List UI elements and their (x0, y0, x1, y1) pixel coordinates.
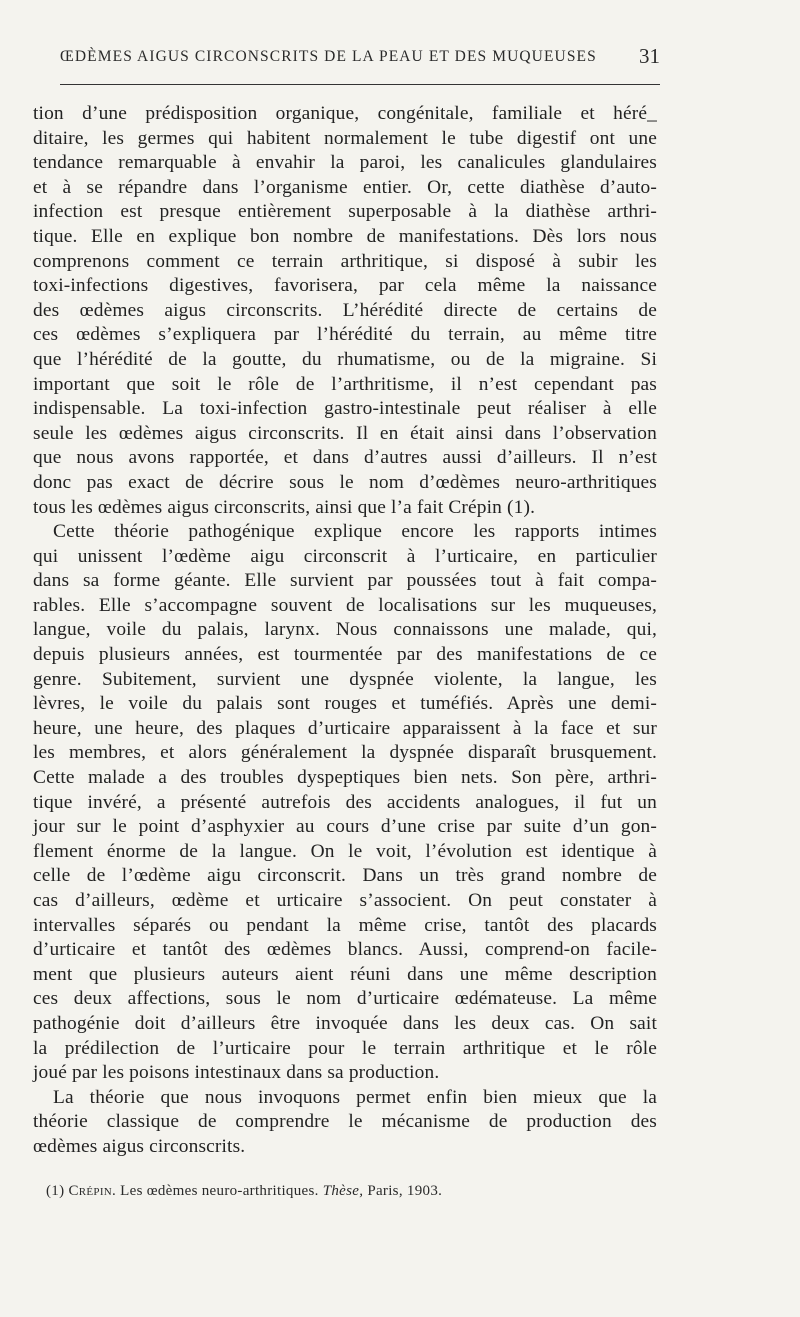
text-line: seule les œdèmes aigus circonscrits. Il en était ainsi dans l’observation (33, 422, 657, 444)
text-line: d’urticaire et tantôt des œdèmes blancs. Aussi, comprend-on facile- (33, 939, 657, 961)
text-line: pathogénie doit d’ailleurs être invoquée dans les deux cas. On sait (33, 1012, 657, 1034)
footnote (46, 1183, 442, 1200)
page-number: 31 (639, 44, 660, 68)
text-line: tique invéré, a présenté autrefois des accidents analogues, il fut un (33, 791, 657, 813)
text-line: genre. Subitement, survient une dyspnée violente, la langue, les (33, 668, 657, 690)
text-line: théorie classique de comprendre le mécanisme de production des (33, 1111, 657, 1133)
text-line: ces œdèmes s’expliquera par l’hérédité du terrain, au même titre (33, 324, 657, 346)
text-line: rables. Elle s’accompagne souvent de localisations sur les muqueuses, (33, 594, 657, 616)
text-line: que nous avons rapportée, et dans d’autres aussi d’ailleurs. Il n’est (33, 447, 657, 469)
text-line: tion d’une prédisposition organique, congénitale, familiale et héré_ (33, 103, 657, 124)
text-line: langue, voile du palais, larynx. Nous connaissons une malade, qui, (33, 619, 657, 641)
running-title: ŒDÈMES AIGUS CIRCONSCRITS DE LA PEAU ET DES MUQUEUSES (60, 48, 597, 65)
footnote-place-year: Paris, 1903. (363, 1183, 443, 1199)
text-line: qui unissent l’œdème aigu circonscrit à l’urticaire, en particulier (33, 545, 657, 567)
text-line: œdèmes aigus circonscrits. (33, 1135, 246, 1157)
text-line: donc pas exact de décrire sous le nom d’œdèmes neuro-arthritiques (33, 471, 657, 493)
text-line: toxi-infections digestives, favorisera, par cela même la naissance (33, 275, 657, 297)
text-line: cas d’ailleurs, œdème et urticaire s’associent. On peut constater à (33, 890, 657, 911)
text-line: Cette théorie pathogénique explique encore les rapports intimes (53, 521, 657, 543)
text-line: depuis plusieurs années, est tourmentée par des manifestations de ce (33, 644, 657, 666)
text-line: heure, une heure, des plaques d’urticaire apparaissent à la face et sur (33, 717, 657, 739)
text-line: lèvres, le voile du palais sont rouges et tuméfiés. Après une demi- (33, 693, 657, 715)
text-line: les membres, et alors généralement la dyspnée disparaît brusquement. (33, 742, 657, 764)
text-line: ces deux affections, sous le nom d’urticaire œdémateuse. La même (33, 988, 657, 1010)
text-line: la prédilection de l’urticaire pour le terrain arthritique et le rôle (33, 1037, 657, 1059)
text-line: indispensable. La toxi-infection gastro-intestinale peut réaliser à elle (33, 398, 657, 420)
text-line: infection est presque entièrement superposable à la diathèse arthri- (33, 201, 657, 223)
text-line: ditaire, les germes qui habitent normalement le tube digestif ont une (33, 127, 657, 149)
text-line: jour sur le point d’asphyxier au cours d’une crise par suite d’un gon- (33, 816, 657, 838)
text-line: tendance remarquable à envahir la paroi, les canalicules glandulaires (33, 152, 657, 174)
header-rule (60, 84, 660, 85)
footnote-work-type: Thèse, (322, 1183, 364, 1199)
body-text (33, 102, 657, 1160)
text-line: important que soit le rôle de l’arthritisme, il n’est cependant pas (33, 373, 657, 395)
text-line: et à se répandre dans l’organisme entier. Or, cette diathèse d’auto- (33, 176, 657, 198)
text-line: ment que plusieurs auteurs aient réuni dans une même description (33, 963, 657, 985)
text-line: joué par les poisons intestinaux dans sa production. (33, 1062, 440, 1084)
text-line: tous les œdèmes aigus circonscrits, ainsi que l’a fait Crépin (1). (33, 496, 536, 518)
text-line: Cette malade a des troubles dyspeptiques bien nets. Son père, arthri- (33, 767, 657, 789)
footnote-text: . Les œdèmes neuro-arthritiques. (112, 1183, 323, 1199)
text-line: des œdèmes aigus circonscrits. L’hérédité directe de certains de (33, 299, 657, 321)
footnote-marker: (1) (46, 1183, 65, 1199)
text-line: tique. Elle en explique bon nombre de manifestations. Dès lors nous (33, 225, 657, 247)
text-line: dans sa forme géante. Elle survient par poussées tout à fait compa- (33, 570, 657, 592)
text-line: celle de l’œdème aigu circonscrit. Dans un très grand nombre de (33, 865, 657, 887)
text-line: intervalles séparés ou pendant la même crise, tantôt des placards (33, 914, 657, 936)
text-line: flement énorme de la langue. On le voit, l’évolution est identique à (33, 840, 657, 862)
text-line: comprenons comment ce terrain arthritique, si disposé à subir les (33, 250, 657, 272)
text-line: que l’hérédité de la goutte, du rhumatisme, ou de la migraine. Si (33, 348, 657, 370)
text-line: La théorie que nous invoquons permet enfin bien mieux que la (53, 1086, 657, 1108)
footnote-author: Crépin (68, 1183, 113, 1199)
